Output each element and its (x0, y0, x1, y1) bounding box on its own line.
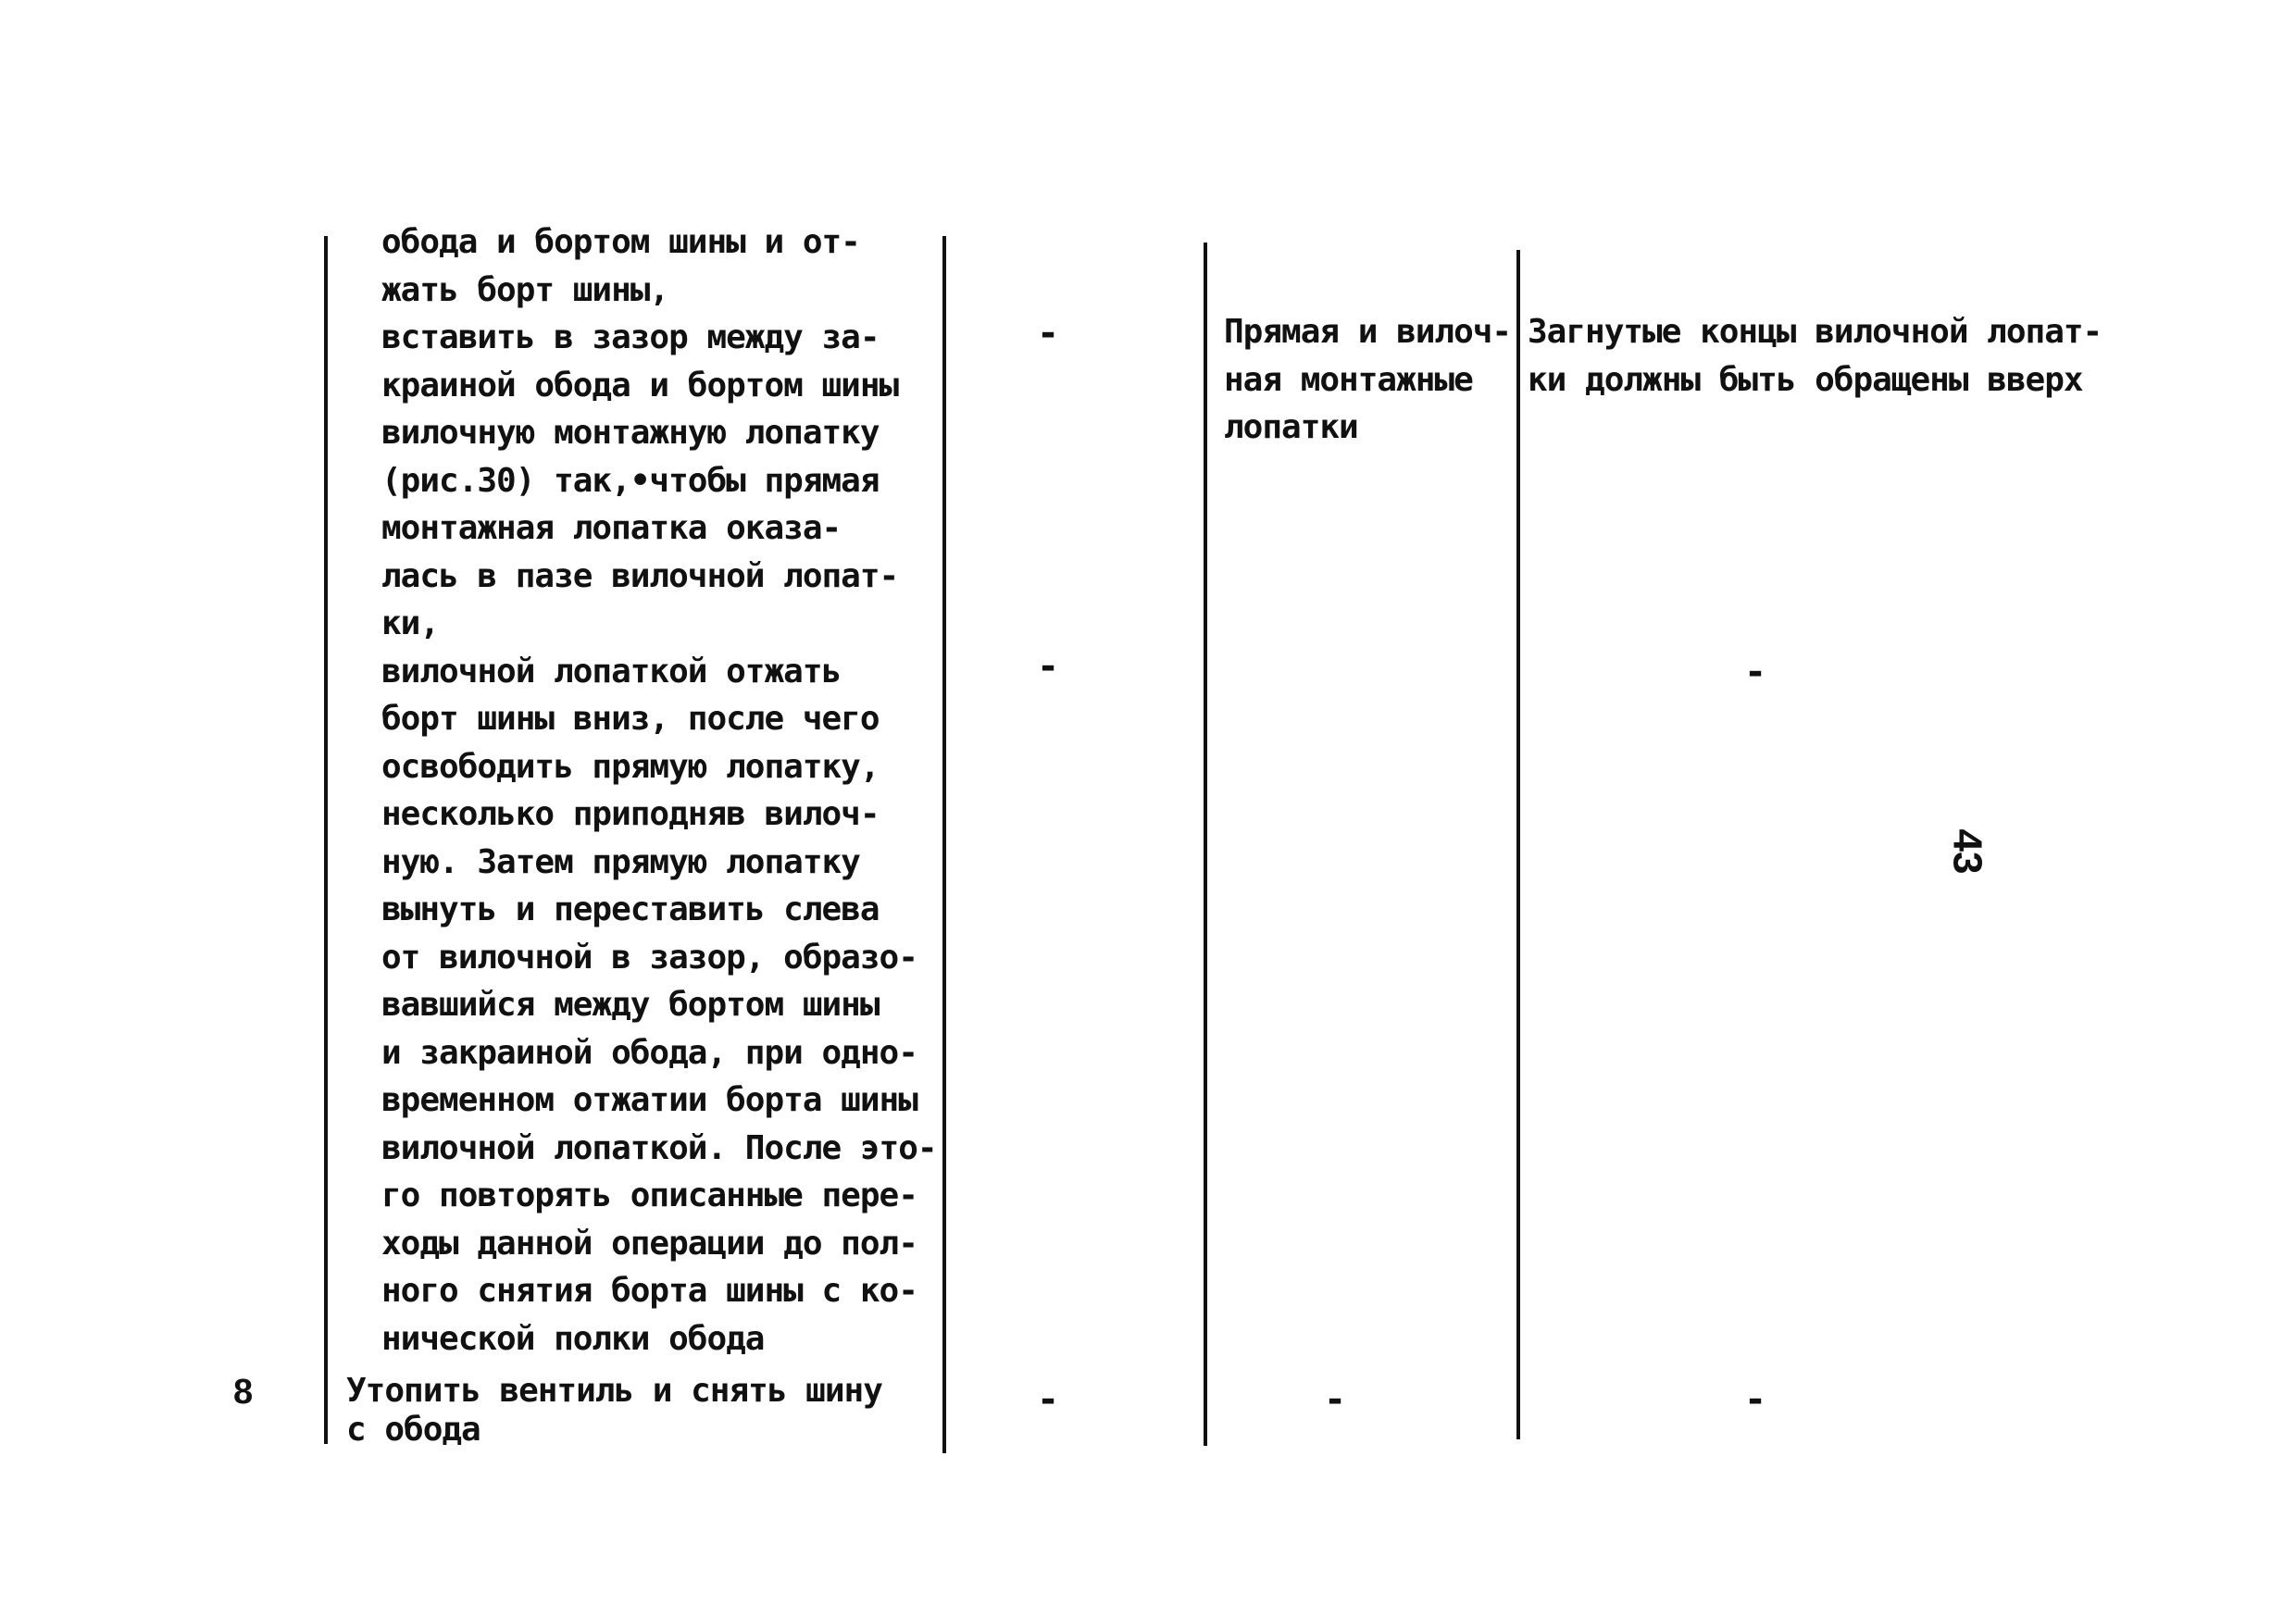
text-line: краиной обода и бортом шины (381, 366, 899, 404)
text-line: обода и бортом шины и от- (381, 223, 860, 261)
text-line: вынуть и переставить слева (381, 890, 880, 928)
text-line: монтажная лопатка оказа- (381, 509, 842, 547)
text-line: лопатки (1224, 408, 1358, 446)
text-line: Утопить вентиль и снять шину (346, 1372, 882, 1410)
table-column-divider (942, 236, 946, 1453)
text-line: жать борт шины, (381, 270, 669, 309)
text-line: (рис.30) так,•чтобы прямая (381, 461, 880, 500)
tools-cell (1224, 308, 1520, 452)
row-number: 8 (233, 1373, 254, 1412)
text-line: лась в пазе вилочной лопат- (381, 556, 899, 595)
text-line: освободить прямую лопатку, (381, 747, 880, 786)
text-line: и закраиной обода, при одно- (381, 1033, 917, 1072)
text-line: вставить в зазор между за- (381, 318, 880, 356)
empty-cell-dash: - (1037, 1378, 1060, 1421)
text-line: борт шины вниз, после чего (381, 700, 880, 738)
text-line: Загнутые концы вилочной лопат- (1528, 313, 2103, 351)
text-line: ки, (381, 604, 440, 642)
text-line: вавшийся между бортом шины (381, 986, 880, 1024)
empty-cell-dash: - (1744, 651, 1767, 693)
text-line: ного снятия борта шины с ко- (381, 1272, 917, 1310)
text-line: ки должны быть обращены вверх (1528, 360, 2083, 399)
text-line: ходы данной операции до пол- (381, 1224, 917, 1263)
page-number: 43 (1944, 828, 1990, 875)
text-line: вилочной лопаткой отжать (381, 652, 842, 691)
text-line: нической полки обода (381, 1319, 765, 1358)
text-line: несколько приподняв вилоч- (381, 795, 880, 833)
empty-cell-dash: - (1324, 1378, 1347, 1421)
text-line: временном отжатии борта шины (381, 1081, 917, 1119)
notes-cell (1528, 308, 2129, 404)
operation-description (381, 218, 937, 1363)
text-line: ная монтажные (1224, 360, 1473, 399)
empty-cell-dash: - (1037, 645, 1060, 688)
text-line: вилочную монтажную лопатку (381, 414, 880, 452)
table-column-divider (1204, 243, 1207, 1446)
empty-cell-dash: - (1037, 312, 1060, 355)
operation-description (346, 1372, 939, 1450)
text-line: Прямая и вилоч- (1224, 313, 1512, 351)
text-line: ную. Затем прямую лопатку (381, 842, 860, 881)
text-line: го повторять описанные пере- (381, 1176, 917, 1214)
text-line: с обода (346, 1411, 480, 1449)
text-line: от вилочной в зазор, образо- (381, 938, 917, 977)
text-line: вилочной лопаткой. После это- (381, 1128, 937, 1167)
table-column-divider (324, 236, 328, 1444)
empty-cell-dash: - (1744, 1378, 1767, 1421)
